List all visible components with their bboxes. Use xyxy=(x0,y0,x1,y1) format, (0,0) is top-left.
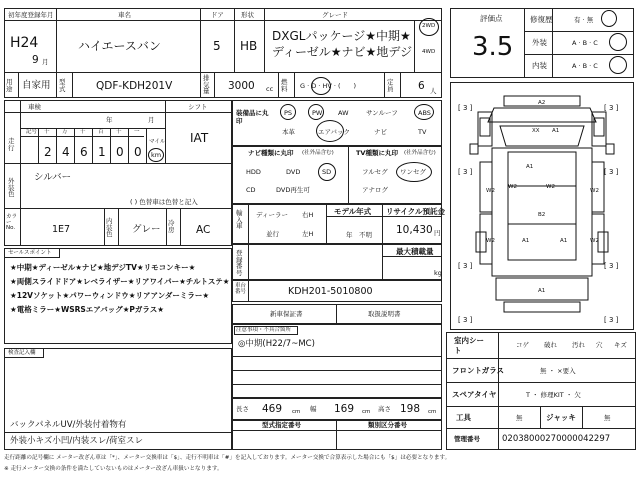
svg-text:[ 3 ]: [ 3 ] xyxy=(604,104,619,112)
capacity-value: 6 xyxy=(418,80,425,92)
notes-title: 注意事項・不具合箇所 xyxy=(236,327,292,333)
equipment-item2-2: ナビ xyxy=(374,128,387,136)
diagram-label-5: W2 xyxy=(546,184,555,190)
max-load-label: 最大積載量 xyxy=(396,247,434,256)
mileage-digit-3: 1 xyxy=(98,145,106,159)
usage-value: 自家用 xyxy=(22,80,51,91)
width-label: 幅 xyxy=(310,405,317,413)
sales-point-line-2: ★12Vソケット★パワーウィンドウ★リアアンダーミラー★ xyxy=(10,291,210,300)
diagram-label-9: A1 xyxy=(560,238,568,244)
repair-label: 修復歴 xyxy=(530,15,553,24)
height-label: 高さ xyxy=(378,405,391,413)
mgmt-label: 管理番号 xyxy=(454,435,480,443)
model-value: QDF-KDH201V xyxy=(96,80,173,92)
door-label: ドア xyxy=(211,11,224,19)
color-no-label: カラーNo. xyxy=(6,214,18,231)
left-label: 左H xyxy=(302,230,314,238)
grade-label: グレード xyxy=(322,11,348,19)
mgmt-value: 020380002700000422​97 xyxy=(502,434,611,444)
car-name-value: ハイエースバン xyxy=(78,39,161,53)
year-label: 年 xyxy=(106,116,113,124)
displacement-value: 3000 xyxy=(228,80,255,92)
ac-value: AC xyxy=(196,224,211,236)
footer-line2: ※ 走行メーター交換の条件を満たしていないものはメーター改ざん車扱いとなります。 xyxy=(4,466,223,472)
shift-value: IAT xyxy=(190,131,209,145)
score-label: 評価点 xyxy=(480,14,503,23)
tv-item-0: フルセグ xyxy=(362,168,388,176)
sales-point-line-3: ★電格ミラー★WSRSエアバッグ★Pガラス★ xyxy=(10,305,164,314)
drive-2wd: 2WD xyxy=(422,23,436,29)
right-label: 右H xyxy=(302,211,314,219)
tv-item-1: ワンセグ xyxy=(400,168,426,176)
navi-title: ナビ種類に丸印 xyxy=(248,149,294,157)
mile-label: マイル xyxy=(149,139,166,145)
mileage-digit-1: 4 xyxy=(62,145,70,159)
first-reg-label: 初年度登録年月 xyxy=(8,11,54,19)
diagram-label-3: A1 xyxy=(526,164,534,170)
sales-point-line-0: ★中期★ディーゼル★ナビ★地デジTV★リモコンキー★ xyxy=(10,263,196,272)
svg-text:[ 3 ]: [ 3 ] xyxy=(458,168,473,176)
equipment-item2-0: 本革 xyxy=(282,128,295,136)
chassis-label: 車台番号 xyxy=(235,283,247,295)
tv-title: TV種類に丸印 xyxy=(356,149,398,157)
sales-points-title: セールスポイント xyxy=(8,250,52,256)
exterior-options: A · B · C xyxy=(572,39,598,47)
equipment-item2-3: TV xyxy=(418,128,427,136)
manual-label: 取扱説明書 xyxy=(368,310,401,318)
color-label: 外装色 xyxy=(8,177,15,198)
recycle-value: 10,430 xyxy=(396,224,433,236)
navi-item-3: CD xyxy=(246,186,256,194)
svg-text:[ 3 ]: [ 3 ] xyxy=(604,262,619,270)
length-label: 長さ xyxy=(236,405,249,413)
parallel-label: 並行 xyxy=(266,230,279,238)
diagram-label-0: A2 xyxy=(538,100,546,106)
form-no-label: 型式指定番号 xyxy=(262,421,301,429)
mileage-header-1: 十 xyxy=(44,129,50,135)
repair-options: 有 · 無 xyxy=(574,16,594,24)
equipment-item-1: PW xyxy=(312,109,323,117)
fuel-options: G · D · HV · ( ) xyxy=(300,82,357,90)
diagram-label-2: A1 xyxy=(552,128,560,134)
records-box xyxy=(232,304,442,324)
svg-text:[ 3 ]: [ 3 ] xyxy=(604,316,619,324)
equipment-item-0: PS xyxy=(284,109,293,117)
repair-none-circle xyxy=(601,10,617,27)
car-name-label: 車名 xyxy=(118,11,131,19)
front-glass-value: 無 ・ ×要入 xyxy=(540,367,576,375)
interior-c-circle xyxy=(609,56,627,74)
interior-seat-label: 室内シート xyxy=(454,336,484,355)
km-label: km xyxy=(151,151,162,159)
svg-text:[ 3 ]: [ 3 ] xyxy=(604,168,619,176)
tools-value: 無 xyxy=(516,414,523,422)
sales-point-line-1: ★両側スライドドア★レベライザー★リアワイパー★チルトステ★ xyxy=(10,277,230,286)
equipment-item2-1: エアバック xyxy=(318,128,350,136)
interior-label: 内装 xyxy=(532,61,547,70)
inspect-label: 車検 xyxy=(28,103,41,111)
width-value: 169 xyxy=(334,403,355,415)
exterior-c-circle xyxy=(609,33,627,51)
kg-unit: kg xyxy=(434,269,442,277)
color-note: ( ) 色替車は色替と記入 xyxy=(130,198,198,206)
front-glass-label: フロントガラス xyxy=(452,366,505,375)
chassis-value: KDH201-5010800 xyxy=(288,286,373,297)
grade-line2: ディーゼル★ナビ★地デジ xyxy=(272,45,413,59)
usage-label: 用途 xyxy=(6,78,13,93)
car-diagram xyxy=(450,82,634,330)
first-reg-value: H24 xyxy=(10,35,39,51)
spare-tire-value: T ・ 修理KIT ・ 欠 xyxy=(526,391,581,399)
new-warranty-label: 新車保証書 xyxy=(270,310,303,318)
shift-label: シフト xyxy=(188,103,208,111)
navi-item-4: DVD再生可 xyxy=(276,186,310,194)
mileage-digit-4: 0 xyxy=(116,145,124,159)
notes-value: ◎中期(H22/7~MC) xyxy=(238,339,315,349)
import-label: 輸入車 xyxy=(236,209,243,230)
seat-item-2: 汚れ xyxy=(572,341,585,349)
equipment-item-3: サンルーフ xyxy=(366,109,398,117)
equipment-item-4: ABS xyxy=(418,109,431,117)
score-value: 3.5 xyxy=(472,32,514,62)
equipment-title: 装備品に丸印 xyxy=(236,109,269,125)
model-label: 型式 xyxy=(59,78,66,93)
diagram-label-7: B2 xyxy=(538,212,546,218)
navi-item-2: SD xyxy=(322,168,332,176)
mileage-header-4: 百 xyxy=(98,129,104,135)
mileage-label: 走行 xyxy=(8,137,15,152)
height-value: 198 xyxy=(400,403,421,415)
seat-item-3: 穴 xyxy=(596,341,603,349)
person-unit: 人 xyxy=(430,87,437,95)
spare-tire-label: スペアタイヤ xyxy=(452,390,497,399)
seat-item-4: キズ xyxy=(614,341,627,349)
drive-4wd: 4WD xyxy=(422,49,436,55)
diagram-label-12: W2 xyxy=(590,238,599,244)
equipment-item-2: AW xyxy=(338,109,349,117)
navi-note: (社外品含む) xyxy=(302,150,334,156)
capacity-label: 定員 xyxy=(387,78,394,93)
km-circle xyxy=(148,148,164,162)
svg-text:[ 3 ]: [ 3 ] xyxy=(458,316,473,324)
diagram-label-8: A1 xyxy=(522,238,530,244)
ac-label: 冷房 xyxy=(168,219,175,234)
mileage-header-0: 記号 xyxy=(26,129,38,135)
footer-line1: 走行距離の記号欄に メーター改ざん車は「*」、メーター交換車は「$」、走行不明車は「#」を記入しております。メーター交換で合算表示した場合にも「$」は必要となります。 xyxy=(4,455,451,461)
svg-text:[ 3 ]: [ 3 ] xyxy=(458,104,473,112)
inspector-label: 検査記入欄 xyxy=(8,350,36,356)
reg-no-label: 登録番号 xyxy=(236,249,243,277)
tv-item-2: アナログ xyxy=(362,186,388,194)
diagram-label-11: W2 xyxy=(590,188,599,194)
shape-value: HB xyxy=(240,39,258,53)
length-unit: cm xyxy=(292,409,301,415)
color-value: シルバー xyxy=(34,172,72,183)
inspector-line2: 外装小キズ小凹/内装スレ/荷室スレ xyxy=(10,436,144,446)
notes-box xyxy=(232,324,442,398)
door-value: 5 xyxy=(213,39,221,53)
diagram-label-10: W2 xyxy=(486,238,495,244)
recycle-label: リサイクル預託金 xyxy=(386,207,445,216)
cc-unit: cc xyxy=(266,85,274,93)
month-label: 月 xyxy=(148,116,155,124)
diagram-label-4: W2 xyxy=(508,184,517,190)
diagram-label-13: A1 xyxy=(538,288,546,294)
seat-item-1: 破れ xyxy=(544,341,557,349)
mileage-digit-5: 0 xyxy=(134,145,142,159)
inspector-line1: バックパネルUV/外装付着物有 xyxy=(10,420,127,430)
month-unit: 月 xyxy=(42,58,49,66)
diagram-label-1: XX xyxy=(532,128,540,134)
class-no-label: 類別区分番号 xyxy=(368,421,407,429)
diagram-label-6: W2 xyxy=(486,188,495,194)
interior-options: A · B · C xyxy=(572,62,598,70)
model-year-value: 年 不明 xyxy=(346,231,372,239)
fuel-d-circle xyxy=(311,77,331,95)
mileage-digit-2: 6 xyxy=(80,145,88,159)
length-value: 469 xyxy=(262,403,283,415)
navi-item-1: DVD xyxy=(286,168,301,176)
mileage-digit-0: 2 xyxy=(44,145,52,159)
displacement-label: 排気量 xyxy=(203,74,210,95)
first-reg-month: 9 xyxy=(32,54,39,66)
mileage-header-3: 千 xyxy=(80,129,86,135)
mileage-header-6: 一 xyxy=(134,129,140,135)
model-year-label: モデル年式 xyxy=(334,207,372,216)
svg-text:[ 3 ]: [ 3 ] xyxy=(458,262,473,270)
height-unit: cm xyxy=(428,409,437,415)
color-no-value: 1E7 xyxy=(52,224,71,235)
interior-color-label: 内装色 xyxy=(106,217,113,238)
exterior-label: 外装 xyxy=(532,38,547,47)
seat-item-0: コゲ xyxy=(516,341,529,349)
shape-label: 形状 xyxy=(241,11,254,19)
tv-note: (社外品含む) xyxy=(404,150,436,156)
jack-label: ジャッキ xyxy=(546,413,576,422)
inspector-box xyxy=(4,348,232,450)
jack-value: 無 xyxy=(604,414,611,422)
tools-label: 工具 xyxy=(456,413,471,422)
mileage-header-5: 十 xyxy=(116,129,122,135)
drive-2wd-circle xyxy=(419,18,439,36)
interior-color-value: グレー xyxy=(132,224,161,235)
navi-item-0: HDD xyxy=(246,168,261,176)
fuel-label: 燃料 xyxy=(281,78,288,93)
dealer-label: ディーラー xyxy=(256,211,288,219)
grade-line1: DXGLパッケージ★中期★ xyxy=(272,29,411,43)
mileage-header-2: 万 xyxy=(62,129,68,135)
yen-unit: 円 xyxy=(434,229,441,237)
width-unit: cm xyxy=(362,409,371,415)
